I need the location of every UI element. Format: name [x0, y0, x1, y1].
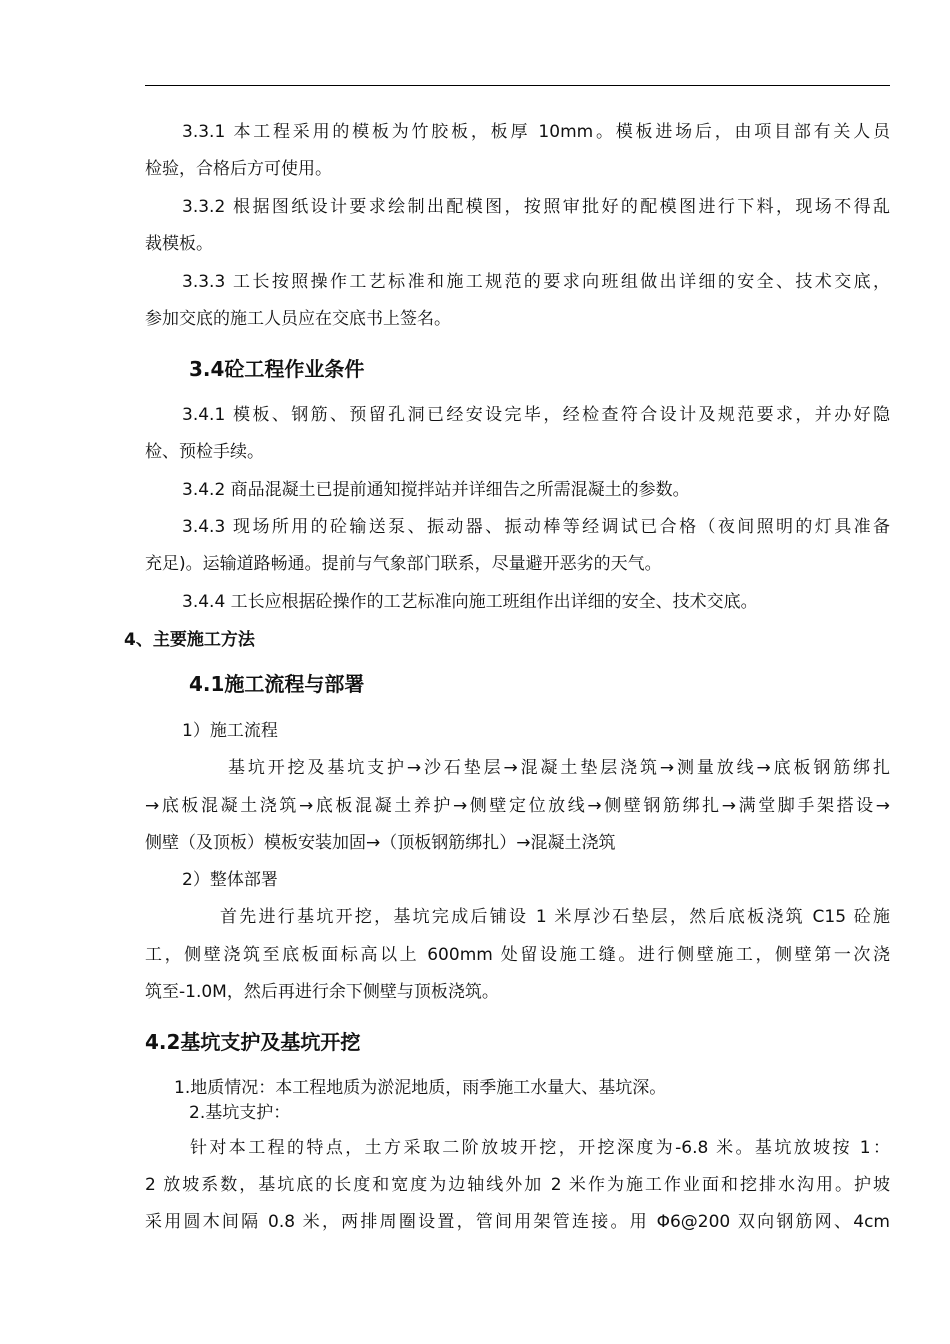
- deploy-line-1: 首先进行基坑开挖，基坑完成后铺设 1 米厚沙石垫层，然后底板浇筑 C15 砼施: [220, 907, 890, 927]
- heading-4: 4、主要施工方法: [124, 630, 255, 650]
- paragraph-3-3-1-line-1: 3.3.1 本工程采用的模板为竹胶板，板厚 10mm。模板进场后，由项目部有关人员: [182, 122, 890, 142]
- paragraph-3-4-1-line-2: 检、预检手续。: [145, 442, 264, 462]
- header-rule: [145, 85, 890, 86]
- paragraph-3-4-4: 3.4.4 工长应根据砼操作的工艺标准向施工班组作出详细的安全、技术交底。: [182, 592, 758, 612]
- support-title: 2.基坑支护：: [189, 1103, 291, 1123]
- paragraph-3-3-3-line-2: 参加交底的施工人员应在交底书上签名。: [145, 309, 451, 329]
- flow-line-2: →底板混凝土浇筑→底板混凝土养护→侧壁定位放线→侧壁钢筋绑扎→满堂脚手架搭设→: [145, 796, 890, 816]
- flow-line-1: 基坑开挖及基坑支护→沙石垫层→混凝土垫层浇筑→测量放线→底板钢筋绑扎: [228, 758, 890, 778]
- paragraph-3-3-1-line-2: 检验，合格后方可使用。: [145, 159, 332, 179]
- paragraph-3-4-3-line-2: 充足)。运输道路畅通。提前与气象部门联系，尽量避开恶劣的天气。: [145, 554, 662, 574]
- deploy-title: 2）整体部署: [182, 870, 278, 890]
- paragraph-3-3-2-line-2: 裁模板。: [145, 234, 213, 254]
- heading-3-4: 3.4砼工程作业条件: [189, 357, 365, 381]
- flow-line-3: 侧壁（及顶板）模板安装加固→（顶板钢筋绑扎）→混凝土浇筑: [145, 833, 616, 853]
- deploy-line-2: 工，侧壁浇筑至底板面标高以上 600mm 处留设施工缝。进行侧壁施工，侧壁第一次浇: [145, 945, 890, 965]
- support-line-1: 针对本工程的特点，土方采取二阶放坡开挖，开挖深度为-6.8 米。基坑放坡按 1：: [190, 1138, 890, 1158]
- paragraph-3-3-2-line-1: 3.3.2 根据图纸设计要求绘制出配模图，按照审批好的配模图进行下料，现场不得乱: [182, 197, 890, 217]
- paragraph-3-4-2: 3.4.2 商品混凝土已提前通知搅拌站并详细告之所需混凝土的参数。: [182, 480, 690, 500]
- support-line-3: 采用圆木间隔 0.8 米，两排周圈设置，管间用架管连接。用 Φ6@200 双向钢筋网、4cm: [145, 1212, 890, 1232]
- deploy-line-3: 筑至-1.0M，然后再进行余下侧壁与顶板浇筑。: [145, 982, 499, 1002]
- paragraph-3-4-3-line-1: 3.4.3 现场所用的砼输送泵、振动器、振动棒等经调试已合格（夜间照明的灯具准备: [182, 517, 890, 537]
- geology-line: 1.地质情况：本工程地质为淤泥地质，雨季施工水量大、基坑深。: [174, 1078, 667, 1098]
- heading-4-2: 4.2基坑支护及基坑开挖: [145, 1030, 361, 1054]
- flow-title: 1）施工流程: [182, 721, 278, 741]
- paragraph-3-3-3-line-1: 3.3.3 工长按照操作工艺标准和施工规范的要求向班组做出详细的安全、技术交底，: [182, 272, 890, 292]
- heading-4-1: 4.1施工流程与部署: [189, 672, 365, 696]
- support-line-2: 2 放坡系数，基坑底的长度和宽度为边轴线外加 2 米作为施工作业面和挖排水沟用。护坡: [145, 1175, 890, 1195]
- paragraph-3-4-1-line-1: 3.4.1 模板、钢筋、预留孔洞已经安设完毕，经检查符合设计及规范要求，并办好隐: [182, 405, 890, 425]
